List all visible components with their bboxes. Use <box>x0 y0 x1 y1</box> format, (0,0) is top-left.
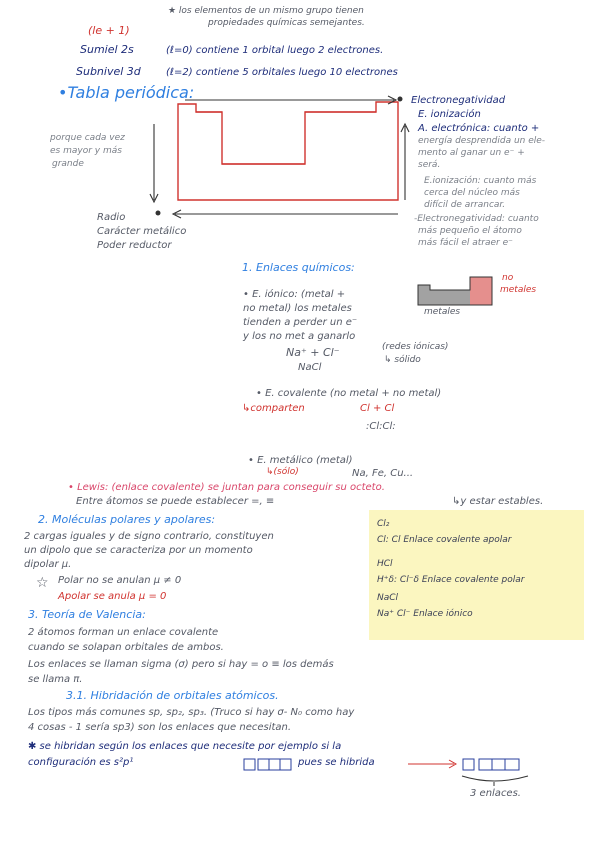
ionico-4: y los no met a ganarlo <box>243 331 356 342</box>
covalente-title: • E. covalente (no metal + no metal) <box>256 388 442 399</box>
polar-line: Polar no se anulan μ ≠ 0 <box>58 575 182 586</box>
enlaces-title: 1. Enlaces químicos: <box>242 261 355 274</box>
ionico-redes: (redes iónicas) <box>382 342 449 352</box>
covalente-comparten: ↳comparten <box>242 403 305 414</box>
right-note-11: más pequeño el átomo <box>418 226 522 236</box>
valencia-line-4: se llama π. <box>28 674 83 685</box>
hibridacion-line-2: 4 cosas - 1 sería sp3) son los enlaces que necesitan. <box>28 722 292 733</box>
note-line-3: HCl <box>377 559 393 569</box>
left-note-2: es mayor y más <box>50 146 122 156</box>
sublevel-3d-text: (ℓ=2) contiene 5 orbitales luego 10 electrones <box>166 67 398 78</box>
valencia-title: 3. Teoría de Valencia: <box>28 608 146 621</box>
right-note-5: mento al ganar un e⁻ + <box>418 148 525 158</box>
right-electroneg: Electronegatividad <box>411 95 506 106</box>
lewis-line-3: ↳y estar estables. <box>452 496 544 507</box>
intro-line-2: propiedades químicas semejantes. <box>208 18 365 28</box>
hibridacion-line-4b: pues se hibrida <box>298 757 375 768</box>
ionico-nacl: NaCl <box>298 362 322 373</box>
sublevel-3d-label: Subnivel 3d <box>76 65 141 78</box>
table-outline <box>178 102 398 200</box>
left-note-1: porque cada vez <box>50 133 125 143</box>
note-line-1: Cl₂ <box>377 519 390 529</box>
sublevel-2s-text: (ℓ=0) contiene 1 orbital luego 2 electrones. <box>166 45 384 56</box>
no-metales-1: no <box>502 273 514 283</box>
lewis-line-1 <box>68 482 385 493</box>
covalente-lewis: :Cl:Cl: <box>366 421 396 432</box>
hibridacion-line-3: ✱ se hibridan según los enlaces que necesite por ejemplo si la <box>28 741 342 752</box>
right-afinidad: A. electrónica: cuanto + <box>418 123 540 134</box>
hibridacion-line-1: Los tipos más comunes sp, sp₂, sp₃. (Truco si hay σ- N₀ como hay <box>28 707 355 718</box>
ionico-solido: ↳ sólido <box>384 355 421 365</box>
ionico-3: tienden a perder un e⁻ <box>243 317 358 328</box>
right-note-9: difícil de arrancar. <box>424 200 506 210</box>
hibridacion-line-4: configuración es s²p¹ <box>28 757 134 768</box>
right-note-12: más fácil el atraer e⁻ <box>418 238 513 248</box>
note-line-2: Cl: Cl Enlace covalente apolar <box>377 535 512 545</box>
bottom-caracter: Carácter metálico <box>97 226 187 237</box>
intro-line-1: ★ los elementos de un mismo grupo tienen <box>168 6 364 16</box>
right-note-4: energía desprendida un ele- <box>418 136 546 146</box>
ionico-2: no metal) los metales <box>243 303 352 314</box>
moleculas-line-1: 2 cargas iguales y de signo contrario, constituyen <box>24 531 274 542</box>
right-note-8: cerca del núcleo más <box>424 188 520 198</box>
right-note-7: E.ionización: cuanto más <box>424 176 537 186</box>
sticky-note <box>369 510 584 640</box>
valencia-line-2: cuando se solapan orbitales de ambos. <box>28 642 224 653</box>
apolar-line: Apolar se anula μ = 0 <box>58 591 167 602</box>
metalico-title: • E. metálico (metal) <box>248 455 353 466</box>
note-line-5: NaCl <box>377 593 399 603</box>
right-note-10: -Electronegatividad: cuanto <box>414 214 539 224</box>
no-metales-2: metales <box>500 285 537 295</box>
note-line-6: Na⁺ Cl⁻ Enlace iónico <box>377 609 473 619</box>
moleculas-line-2: un dipolo que se caracteriza por un momento <box>24 545 253 556</box>
moleculas-line-3: dipolar μ. <box>24 559 72 570</box>
tabla-title: •Tabla periódica: <box>58 83 195 102</box>
metales-label: metales <box>424 307 461 317</box>
metalico-sub: ↳(sólo) <box>266 467 299 477</box>
lewis-line-2: Entre átomos se puede establecer =, ≡ <box>76 496 275 507</box>
bracket-note: (le + 1) <box>88 24 130 37</box>
ionico-equation: Na⁺ + Cl⁻ <box>286 346 340 359</box>
moleculas-title: 2. Moléculas polares y apolares: <box>38 513 216 526</box>
valencia-line-1: 2 átomos forman un enlace covalente <box>28 627 219 638</box>
star-icon: ☆ <box>36 575 49 591</box>
bottom-radio: Radio <box>97 212 126 223</box>
hibridacion-line-5: 3 enlaces. <box>470 788 521 799</box>
sublevel-2s-label: Sumiel 2s <box>80 43 134 56</box>
right-note-6: será. <box>418 160 441 170</box>
ionico-1: • E. iónico: (metal + <box>243 289 346 300</box>
covalente-equation: Cl + Cl <box>360 403 395 414</box>
right-ionizacion: E. ionización <box>418 109 481 120</box>
valencia-line-3: Los enlaces se llaman sigma (σ) pero si hay = o ≡ los demás <box>28 659 334 670</box>
left-note-3: grande <box>52 159 84 169</box>
hibridacion-title: 3.1. Hibridación de orbitales atómicos. <box>66 689 279 702</box>
note-line-4: H⁺δ: Cl⁻δ Enlace covalente polar <box>377 575 525 585</box>
lewis-line-1-text: • Lewis: (enlace covalente) se juntan para conseguir su octeto. <box>68 482 385 493</box>
bottom-poder: Poder reductor <box>97 240 172 251</box>
metalico-equation: Na, Fe, Cu... <box>352 468 414 479</box>
